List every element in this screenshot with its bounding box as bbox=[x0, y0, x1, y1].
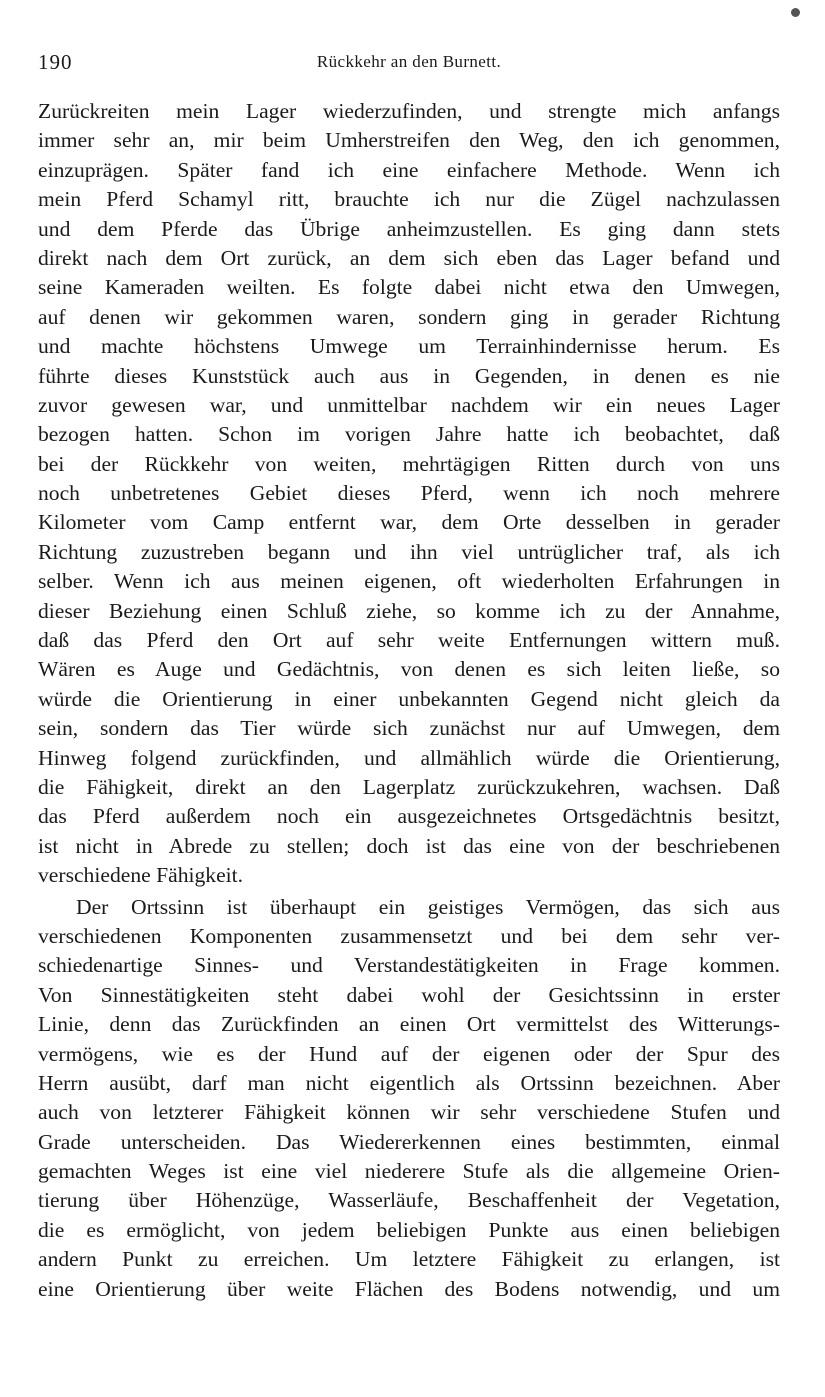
text-line: bezogen hatten. Schon im vorigen Jahre hatte ich beobachtet, daß bbox=[38, 422, 780, 447]
text-line: Linie, denn das Zurückfinden an einen Ort vermittelst des Witterungs- bbox=[38, 1012, 780, 1037]
text-line: tierung über Höhenzüge, Wasserläufe, Beschaffenheit der Vegetation, bbox=[38, 1188, 780, 1213]
text-line: die es ermöglicht, von jedem beliebigen Punkte aus einen beliebigen bbox=[38, 1217, 780, 1242]
text-line: mein Pferd Schamyl ritt, brauchte ich nur die Zügel nachzulassen bbox=[38, 187, 780, 212]
text-line: die Fähigkeit, direkt an den Lagerplatz zurückzukehren, wachsen. Daß bbox=[38, 774, 780, 799]
page-number: 190 bbox=[38, 50, 73, 74]
text-line: Der Ortssinn ist überhaupt ein geistiges Vermögen, das sich aus bbox=[76, 894, 780, 919]
text-line: sein, sondern das Tier würde sich zunächst nur auf Umwegen, dem bbox=[38, 716, 780, 741]
text-line: daß das Pferd den Ort auf sehr weite Entfernungen wittern muß. bbox=[38, 628, 780, 653]
text-line: auch von letzterer Fähigkeit können wir sehr verschiedene Stufen und bbox=[38, 1100, 780, 1125]
text-line: Richtung zuzustreben begann und ihn viel untrüglicher traf, als ich bbox=[38, 539, 780, 564]
running-head bbox=[38, 50, 780, 76]
text-line: Hinweg folgend zurückfinden, und allmählich würde die Orientierung, bbox=[38, 745, 780, 770]
text-line: verschiedene Fähigkeit. bbox=[38, 863, 244, 888]
text-line: und dem Pferde das Übrige anheimzustellen. Es ging dann stets bbox=[38, 216, 780, 241]
text-line: das Pferd außerdem noch ein ausgezeichnetes Ortsgedächtnis besitzt, bbox=[38, 804, 780, 829]
text-line: noch unbetretenes Gebiet dieses Pferd, wenn ich noch mehrere bbox=[38, 481, 780, 506]
text-line: bei der Rückkehr von weiten, mehrtägigen Ritten durch von uns bbox=[38, 451, 780, 476]
running-title: Rückkehr an den Burnett. bbox=[316, 52, 502, 71]
text-line: verschiedenen Komponenten zusammensetzt und bei dem sehr ver- bbox=[38, 923, 780, 948]
text-line: Herrn ausübt, darf man nicht eigentlich als Ortssinn bezeichnen. Aber bbox=[38, 1070, 780, 1095]
text-line: direkt nach dem Ort zurück, an dem sich eben das Lager befand und bbox=[38, 245, 780, 270]
text-line: Von Sinnestätigkeiten steht dabei wohl der Gesichtssinn in erster bbox=[38, 982, 780, 1007]
text-line: eine Orientierung über weite Flächen des Bodens notwendig, und um bbox=[38, 1276, 780, 1301]
text-line: seine Kameraden weilten. Es folgte dabei nicht etwa den Umwegen, bbox=[38, 275, 780, 300]
text-line: und machte höchstens Umwege um Terrainhindernisse herum. Es bbox=[38, 334, 780, 359]
text-line: andern Punkt zu erreichen. Um letztere Fähigkeit zu erlangen, ist bbox=[38, 1247, 780, 1272]
text-line: führte dieses Kunststück auch aus in Gegenden, in denen es nie bbox=[38, 363, 780, 388]
text-line: dieser Beziehung einen Schluß ziehe, so komme ich zu der Annahme, bbox=[38, 598, 780, 623]
paragraph bbox=[38, 97, 780, 891]
text-line: auf denen wir gekommen waren, sondern ging in gerader Richtung bbox=[38, 304, 780, 329]
text-line: zuvor gewesen war, und unmittelbar nachdem wir ein neues Lager bbox=[38, 392, 780, 417]
text-line: Zurückreiten mein Lager wiederzufinden, und strengte mich anfangs bbox=[38, 99, 780, 123]
text-line: Kilometer vom Camp entfernt war, dem Orte desselben in gerader bbox=[38, 510, 780, 535]
text-line: immer sehr an, mir beim Umherstreifen den Weg, den ich genommen, bbox=[38, 128, 780, 153]
paragraph bbox=[38, 893, 780, 1304]
text-line: vermögens, wie es der Hund auf der eigenen oder der Spur des bbox=[38, 1041, 780, 1066]
text-line: selber. Wenn ich aus meinen eigenen, oft wiederholten Erfahrungen in bbox=[38, 569, 780, 594]
body-text bbox=[38, 97, 780, 1304]
text-line: Grade unterscheiden. Das Wiedererkennen eines bestimmten, einmal bbox=[38, 1129, 780, 1154]
text-line: Wären es Auge und Gedächtnis, von denen es sich leiten ließe, so bbox=[38, 657, 780, 682]
text-line: einzuprägen. Später fand ich eine einfachere Methode. Wenn ich bbox=[38, 157, 780, 182]
text-line: gemachten Weges ist eine viel niederere Stufe als die allgemeine Orien- bbox=[38, 1159, 780, 1184]
ink-speck bbox=[791, 8, 800, 17]
text-line: würde die Orientierung in einer unbekannten Gegend nicht gleich da bbox=[38, 686, 780, 711]
text-line: schiedenartige Sinnes- und Verstandestätigkeiten in Frage kommen. bbox=[38, 953, 780, 978]
text-line: ist nicht in Abrede zu stellen; doch ist das eine von der beschriebenen bbox=[38, 833, 780, 858]
